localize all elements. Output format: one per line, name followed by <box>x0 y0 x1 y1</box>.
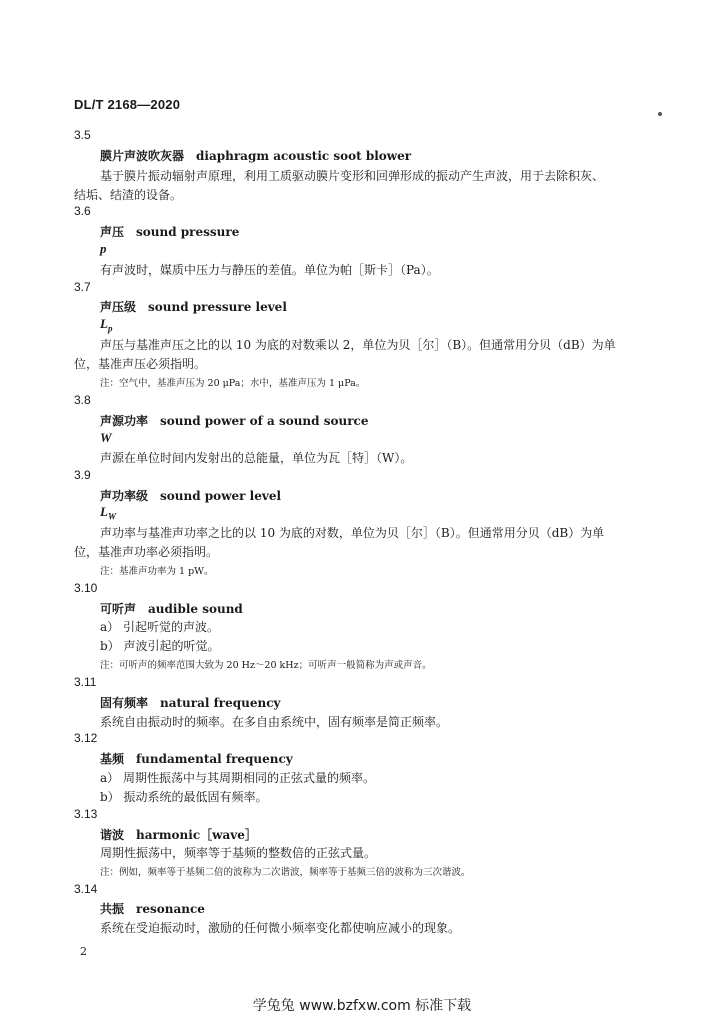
term-zh: 固有频率 <box>100 696 149 710</box>
definition-line: 位，基准声压必须指明。 <box>74 357 207 371</box>
list-item: a） 周期性振荡中与其周期相同的正弦式量的频率。 <box>100 771 375 785</box>
term-zh: 共振 <box>100 902 125 916</box>
definition-line: 周期性振荡中，频率等于基频的整数倍的正弦式量。 <box>100 846 377 860</box>
term-note: 注：基准声功率为 1 pW。 <box>100 566 214 577</box>
definition-line: 声功率与基准声功率之比的以 10 为底的对数，单位为贝［尔］（B）。但通常用分贝（dB）为单 <box>100 526 605 540</box>
term-en: sound pressure <box>136 225 240 239</box>
definition-line: 基于膜片振动辐射声原理，利用工质驱动膜片变形和回弹形成的振动产生声波，用于去除积灰、 <box>100 169 605 183</box>
term-number: 3.12 <box>74 731 98 745</box>
term-symbol: W <box>100 430 112 445</box>
symbol-subscript: p <box>107 323 113 334</box>
term-zh: 基频 <box>100 752 125 766</box>
term-number: 3.5 <box>74 128 91 142</box>
term-title <box>100 694 281 711</box>
term-symbol: $L_p$ <box>100 316 113 334</box>
term-title <box>100 298 287 315</box>
term-title <box>100 900 205 917</box>
term-zh: 声源功率 <box>100 414 149 428</box>
term-number: 3.10 <box>74 581 98 595</box>
term-number: 3.13 <box>74 807 98 821</box>
standard-code-header: DL/T 2168—2020 <box>74 97 181 112</box>
term-number: 3.11 <box>74 675 97 689</box>
term-note: 注：例如，频率等于基频二倍的波称为二次谐波，频率等于基频三倍的波称为三次谐波。 <box>100 867 471 878</box>
term-note: 注：可听声的频率范围大致为 20 Hz～20 kHz；可听声一般简称为声或声音。 <box>100 660 432 671</box>
term-en: sound power level <box>160 489 282 503</box>
term-title <box>100 826 257 843</box>
term-zh: 声压级 <box>100 300 137 314</box>
term-en: harmonic［wave］ <box>136 828 257 842</box>
term-zh: 膜片声波吹灰器 <box>100 149 185 163</box>
definition-line: 有声波时，媒质中压力与静压的差值。单位为帕［斯卡］（Pa）。 <box>100 263 439 277</box>
term-note: 注：空气中，基准声压为 20 μPa；水中，基准声压为 1 μPa。 <box>100 378 366 389</box>
term-number: 3.6 <box>74 204 91 218</box>
term-en: audible sound <box>148 602 243 616</box>
term-zh: 声压 <box>100 225 125 239</box>
definition-line: 声压与基准声压之比的以 10 为底的对数乘以 2，单位为贝［尔］（B）。但通常用分贝（dB）为单 <box>100 338 616 352</box>
term-title <box>100 750 293 767</box>
term-title <box>100 223 239 240</box>
definition-line: 系统在受迫振动时，激励的任何微小频率变化都使响应减小的现象。 <box>100 921 461 935</box>
term-en: sound pressure level <box>148 300 287 314</box>
definition-line: 结垢、结渣的设备。 <box>74 188 183 202</box>
term-symbol: $L_W$ <box>100 504 116 522</box>
term-en: diaphragm acoustic soot blower <box>196 149 412 163</box>
term-title <box>100 487 281 504</box>
term-number: 3.7 <box>74 280 91 294</box>
watermark-footer: 学兔兔 www.bzfxw.com 标准下载 <box>252 998 472 1014</box>
term-title <box>100 600 243 617</box>
term-title <box>100 147 411 164</box>
definition-line: 位，基准声功率必须指明。 <box>74 545 219 559</box>
page-number: 2 <box>80 945 87 958</box>
definition-line: 声源在单位时间内发射出的总能量，单位为瓦［特］（W）。 <box>100 451 413 465</box>
term-symbol: p <box>100 241 107 256</box>
term-zh: 谐波 <box>100 828 125 842</box>
definition-line: 系统自由振动时的频率。在多自由系统中，固有频率是简正频率。 <box>100 715 449 729</box>
symbol-subscript: W <box>107 511 116 522</box>
term-en: natural frequency <box>160 696 281 710</box>
term-number: 3.9 <box>74 468 91 482</box>
list-item: b） 声波引起的听觉。 <box>100 639 220 653</box>
term-en: resonance <box>136 902 205 916</box>
term-number: 3.8 <box>74 393 91 407</box>
scan-mark <box>658 112 662 116</box>
list-item: a） 引起听觉的声波。 <box>100 620 219 634</box>
term-number: 3.14 <box>74 882 98 896</box>
term-zh: 声功率级 <box>100 489 149 503</box>
term-en: sound power of a sound source <box>160 414 369 428</box>
term-title <box>100 412 368 429</box>
list-item: b） 振动系统的最低固有频率。 <box>100 790 268 804</box>
term-zh: 可听声 <box>100 602 137 616</box>
term-en: fundamental frequency <box>136 752 293 766</box>
